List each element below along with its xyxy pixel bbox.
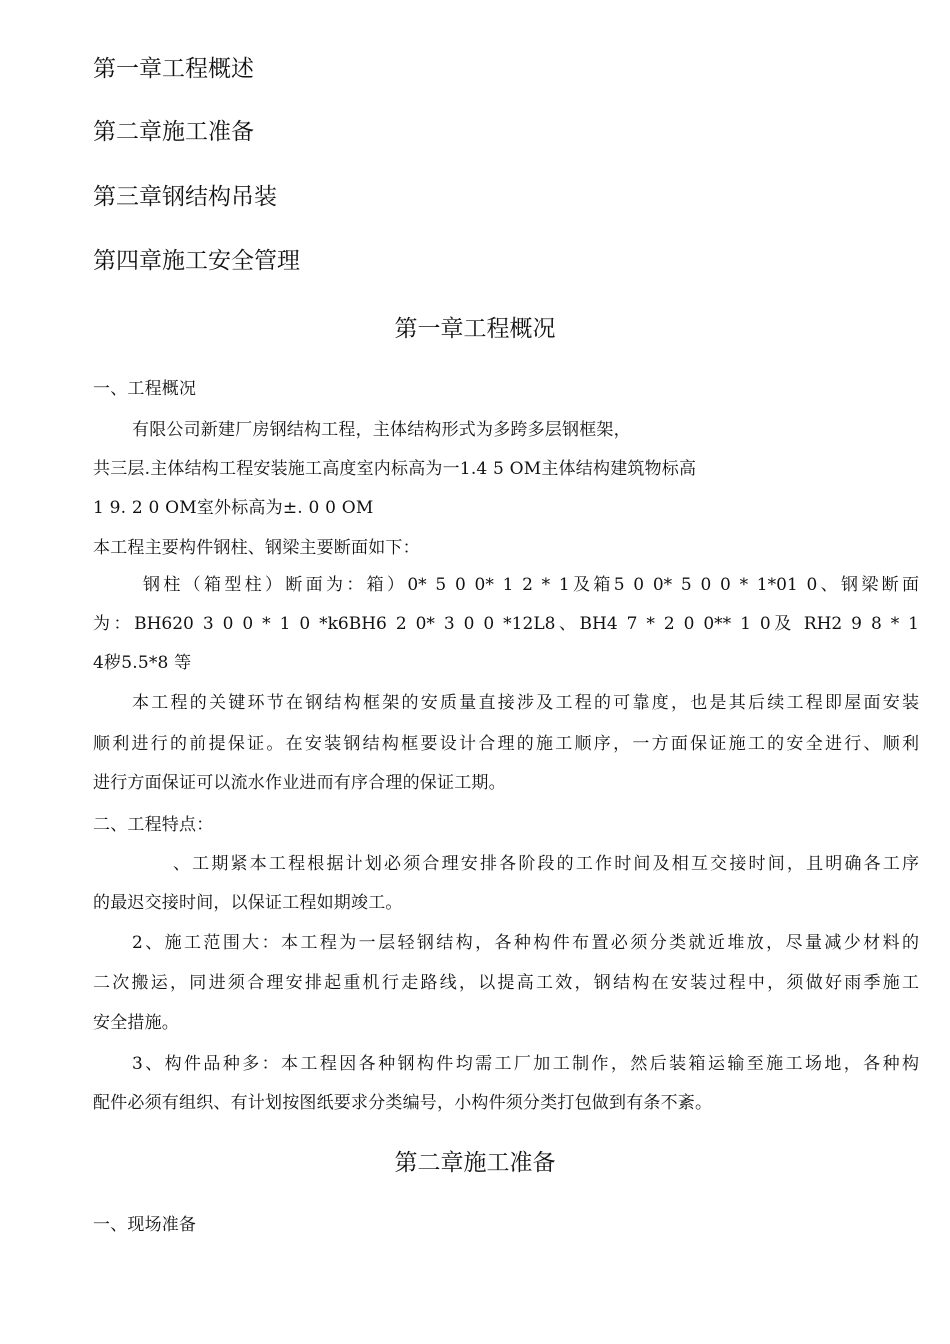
paragraph-line: 共三层.主体结构工程安装施工高度室内标高为一1.4 5 OM主体结构建筑物标高 (93, 459, 697, 479)
paragraph-line: 本工程主要构件钢柱、钢梁主要断面如下： (93, 538, 420, 558)
paragraph-line: 本工程的关键环节在钢结构框架的安质量直接涉及工程的可靠度，也是其后续工程即屋面安装 (132, 693, 919, 713)
toc-item-4: 第四章施工安全管理 (93, 248, 300, 274)
paragraph-line: 进行方面保证可以流水作业进而有序合理的保证工期。 (93, 773, 506, 793)
paragraph-line: 为：BH620 3 0 0 * 1 0 *k6BH6 2 0* 3 0 0 *12L8、BH4 7 * 2 0 0** 1 0及 RH2 9 8 * 1 (93, 614, 919, 634)
paragraph-line: 安全措施。 (93, 1013, 179, 1033)
paragraph-line: 的最迟交接时间，以保证工程如期竣工。 (93, 893, 403, 913)
chapter-1-title: 第一章工程概况 (394, 316, 556, 342)
section-heading: 一、工程概况 (93, 379, 197, 399)
paragraph-line: 钢柱（箱型柱）断面为：箱）0* 5 0 0* 1 2 * 1及箱5 0 0* 5 0 0 * 1*01 0、钢梁断面 (143, 575, 919, 595)
paragraph-line: 二次搬运，同进须合理安排起重机行走路线，以提高工效，钢结构在安装过程中，须做好雨季施工 (93, 973, 919, 993)
toc-item-3: 第三章钢结构吊装 (93, 184, 277, 210)
paragraph-line: 4秽5.5*8 等 (93, 653, 192, 673)
paragraph-line: 配件必须有组织、有计划按图纸要求分类编号，小构件须分类打包做到有条不紊。 (93, 1093, 713, 1113)
chapter-2-title: 第二章施工准备 (394, 1150, 556, 1176)
section-heading: 一、现场准备 (93, 1215, 197, 1235)
toc-item-2: 第二章施工准备 (93, 119, 254, 145)
paragraph-line: 2、施工范围大：本工程为一层轻钢结构，各种构件布置必须分类就近堆放，尽量减少材料的 (132, 933, 919, 953)
paragraph-line: 顺利进行的前提保证。在安装钢结构框要设计合理的施工顺序，一方面保证施工的安全进行、顺利 (93, 734, 919, 754)
toc-item-1: 第一章工程概述 (93, 56, 254, 82)
paragraph-line: 、工期紧本工程根据计划必须合理安排各阶段的工作时间及相互交接时间，且明确各工序 (173, 854, 919, 874)
paragraph-line: 1 9. 2 0 OM室外标高为±. 0 0 OM (93, 498, 374, 518)
paragraph-line: 3、构件品种多：本工程因各种钢构件均需工厂加工制作，然后装箱运输至施工场地，各种构 (132, 1054, 919, 1074)
section-heading: 二、工程特点： (93, 815, 214, 835)
paragraph-line: 有限公司新建厂房钢结构工程，主体结构形式为多跨多层钢框架， (132, 420, 631, 440)
